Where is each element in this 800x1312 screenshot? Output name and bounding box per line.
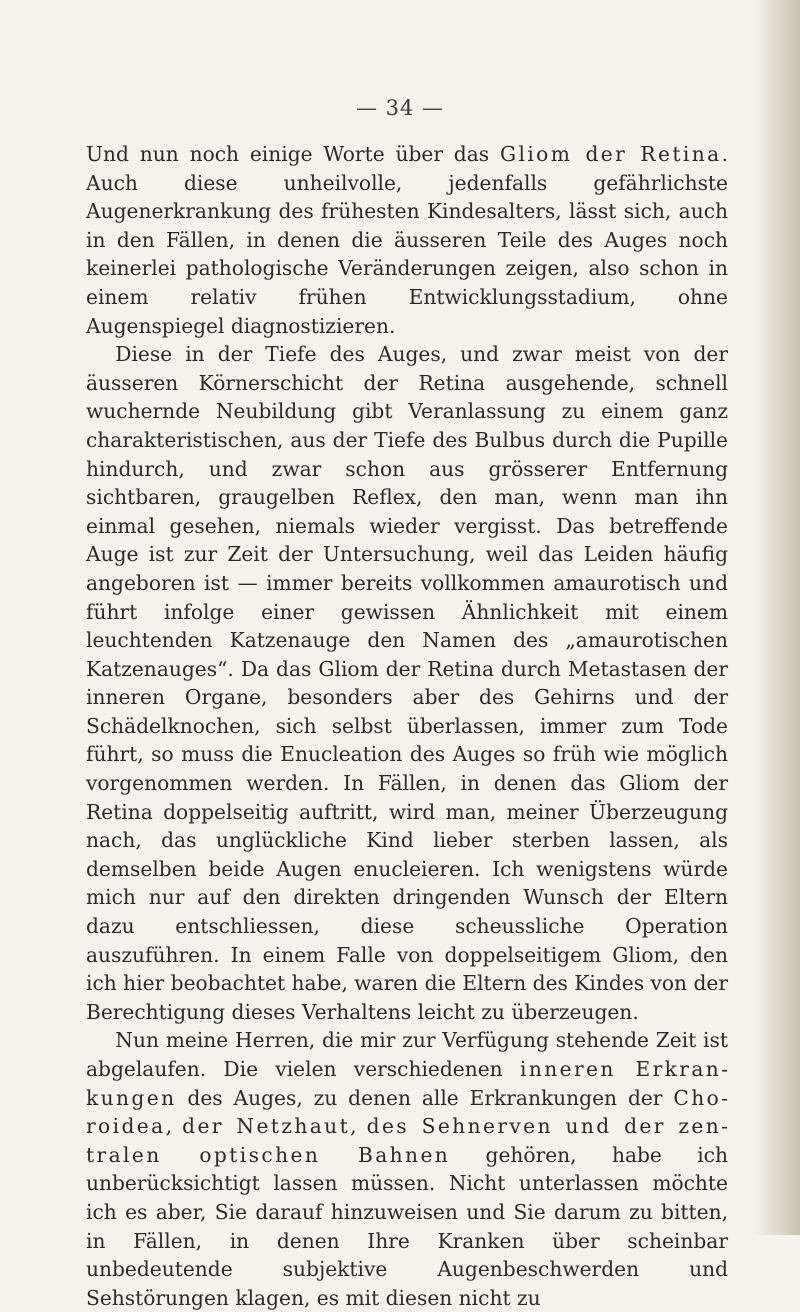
paragraph-gliom-intro: [86, 140, 728, 340]
text-segment-spaced: des Sehnerven und der zentralen optischen Bahnen: [86, 1114, 728, 1167]
text-segment: gehören, habe ich unberücksichtigt lassen müssen. Nicht unterlassen möchte ich es aber, Sie darauf hinzuweisen und Sie darum zu bitten, in Fällen, in denen Ihre Kranken über scheinbar unbedeutende subjektive Augenbeschwerden und Sehstörungen klagen, es mit diesen nicht zu: [86, 1142, 728, 1310]
text-segment-spaced: Choroidea: [86, 1085, 728, 1139]
page-number: — 34 —: [355, 96, 445, 120]
text-segment: Und nun noch einige Worte über das: [86, 142, 500, 166]
text-segment: Diese in der Tiefe des Auges, und zwar meist von der äusseren Körnerschicht der Retina ausgehende, schnell wuchernde Neubildung gibt Veranlassung zu einem ganz charakteristischen, aus der Tiefe des Bulbus durch die Pupille hindurch, und zwar schon aus grösserer Entfernung sichtbaren, graugelben Reflex, den man, wenn man ihn einmal gesehen, niemals wieder vergisst. Das betreffende Auge ist zur Zeit der Untersuchung, weil das Leiden häufig angeboren ist — immer bereits vollkommen amaurotisch und führt infolge einer gewissen Ähnlichkeit mit einem leuchtenden Katzenauge den Namen des „amaurotischen Katzenauges“. Da das Gliom der Retina durch Metastasen der inneren Organe, besonders aber des Gehirns und der Schädelknochen, sich selbst überlassen, immer zum Tode führt, so muss die Enucleation des Auges so früh wie möglich vorgenommen werden. In Fällen, in denen das Gliom der Retina doppelseitig auftritt, wird man, meiner Überzeugung nach, das unglückliche Kind lieber sterben lassen, als demselben beide Augen enucleieren. Ich wenigstens würde mich nur auf den direkten dringenden Wunsch der Eltern dazu entschliessen, diese scheussliche Operation auszuführen. In einem Falle von doppelseitigem Gliom, den ich hier beobachtet habe, waren die Eltern des Kindes von der Berechtigung dieses Verhaltens leicht zu überzeugen.: [86, 342, 728, 1024]
text-segment: ,: [165, 1114, 183, 1139]
text-segment: des Auges, zu denen alle Erkrankungen der: [176, 1085, 674, 1110]
paragraph-gliom-description: [86, 340, 728, 1026]
text-segment: Nun meine Herren, die mir zur Verfügung stehende Zeit ist abgelaufen. Die vielen verschiedenen: [86, 1028, 728, 1081]
text-segment-spaced: Gliom der Retina: [499, 142, 722, 166]
paragraph-conclusion: [86, 1026, 728, 1312]
text-segment: ,: [350, 1114, 367, 1139]
body-text: [86, 140, 728, 1312]
text-segment: . Auch diese unheilvolle, jedenfalls gefährlichste Augenerkrankung des frühesten Kindesalters, lässt sich, auch in den Fällen, in denen die äusseren Teile des Auges noch keinerlei pathologische Veränderungen zeigen, also schon in einem relativ frühen Entwicklungsstadium, ohne Augenspiegel diagnostizieren.: [86, 142, 729, 338]
text-segment-spaced: inneren Erkrankungen: [86, 1057, 728, 1110]
text-segment-spaced: der Netzhaut: [182, 1114, 351, 1139]
